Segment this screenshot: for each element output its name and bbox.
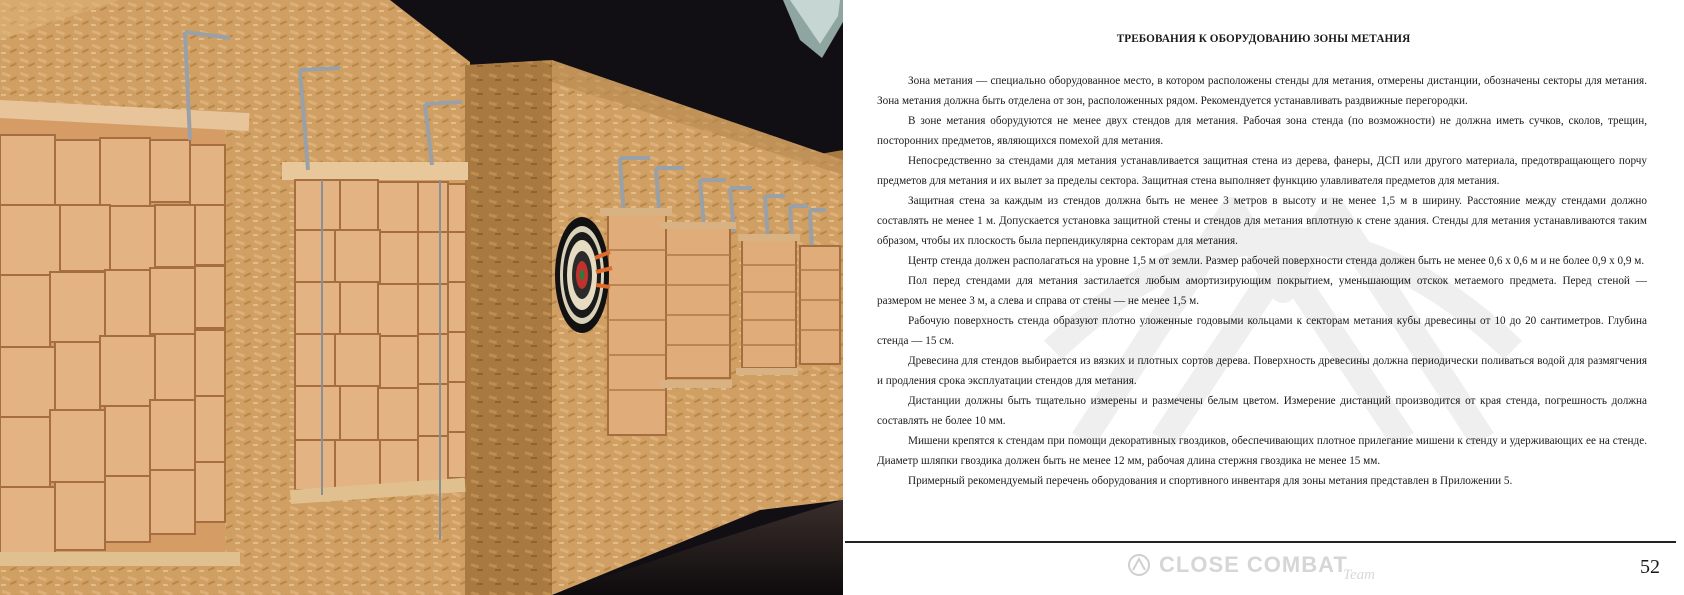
paragraph-distances: Дистанции должны быть тщательно измерены и размечены белым цветом. Измерение дистанций производится от края стенда, погрешность должна составлять не более 10 мм. (877, 395, 1647, 427)
paragraph-work-surface: Рабочую поверхность стенда образуют плотно уложенные годовыми кольцами к секторам метания кубы древесины от 10 до 20 сантиметров. Глубина стенда — 15 см. (877, 315, 1647, 347)
wood-stand-left (0, 100, 250, 567)
document-page (843, 0, 1684, 595)
paragraph-appendix: Примерный рекомендуемый перечень оборудования и спортивного инвентаря для зоны метания представлен в Приложении 5. (908, 475, 1513, 487)
paragraph-stand-center: Центр стенда должен располагаться на уровне 1,5 м от земли. Размер рабочей поверхности стенда должен быть не менее 0,6 х 0,6 м и не более 0,9 х 0,9 м. (908, 255, 1645, 267)
footer-logo-text: CLOSE COMBAT (1159, 552, 1348, 577)
footer-divider (845, 541, 1676, 543)
page-title: ТРЕБОВАНИЯ К ОБОРУДОВАНИЮ ЗОНЫ МЕТАНИЯ (1116, 33, 1411, 45)
footer-logo-sub: Team (1343, 567, 1375, 583)
footer-logo (1127, 548, 1427, 582)
emblem-icon (1127, 553, 1151, 577)
paragraph-zone-definition: Зона метания — специально оборудованное место, в котором расположены стенды для метания, отмерены дистанции, обозначены секторы для метания. Зона метания должна быть отделена от зон, расположенных рядом. Рекомендуется устанавливать раздвижные перегородки. (877, 75, 1647, 107)
paragraph-targets: Мишени крепятся к стендам при помощи декоративных гвоздиков, обеспечивающих плотное прилегание мишени к стенду и удерживающих ее на стенде. Диаметр шляпки гвоздика должен быть не менее 12 мм, рабочая длина стержня гвоздика не менее 15 мм. (877, 435, 1647, 467)
wood-stand-middle (282, 162, 468, 540)
paragraph-floor-cover: Пол перед стендами для метания застилается любым амортизирующим покрытием, уменьшающим отскок метаемого предмета. Перед стеной — размером не менее 3 м, а слева и справа от стены — не менее 1,5 м. (877, 275, 1647, 307)
paragraph-wall-size: Защитная стена за каждым из стендов должна быть не менее 3 метров в высоту и не менее 1,5 м в ширину. Расстояние между стендами должно составлять не менее 1 м. Допускается установка защитной стены и стендов для метания вплотную к стене здания. Стенды для метания устанавливаются таким образом, чтобы их плоскость была перпендикулярна секторам для метания. (877, 195, 1647, 247)
page-number: 52 (1640, 556, 1660, 578)
body-text (877, 71, 1647, 491)
paragraph-protective-wall: Непосредственно за стендами для метания устанавливается защитная стена из дерева, фанеры, ДСП или другого материала, предотвращающего порчу предметов для метания и их вылет за пределы сектора. Защитная стена выполняет функцию улавливателя предметов для метания. (877, 155, 1647, 187)
paragraph-stand-count: В зоне метания оборудуются не менее двух стендов для метания. Рабочая зона стенда (по возможности) не должна иметь сучков, сколов, трещин, посторонних предметов, являющихся помехой для метания. (877, 115, 1647, 147)
paragraph-wood-type: Древесина для стендов выбирается из вязких и плотных сортов дерева. Поверхность древесины должна периодически поливаться водой для размягчения и продления срока эксплуатации стендов для метания. (877, 355, 1647, 387)
